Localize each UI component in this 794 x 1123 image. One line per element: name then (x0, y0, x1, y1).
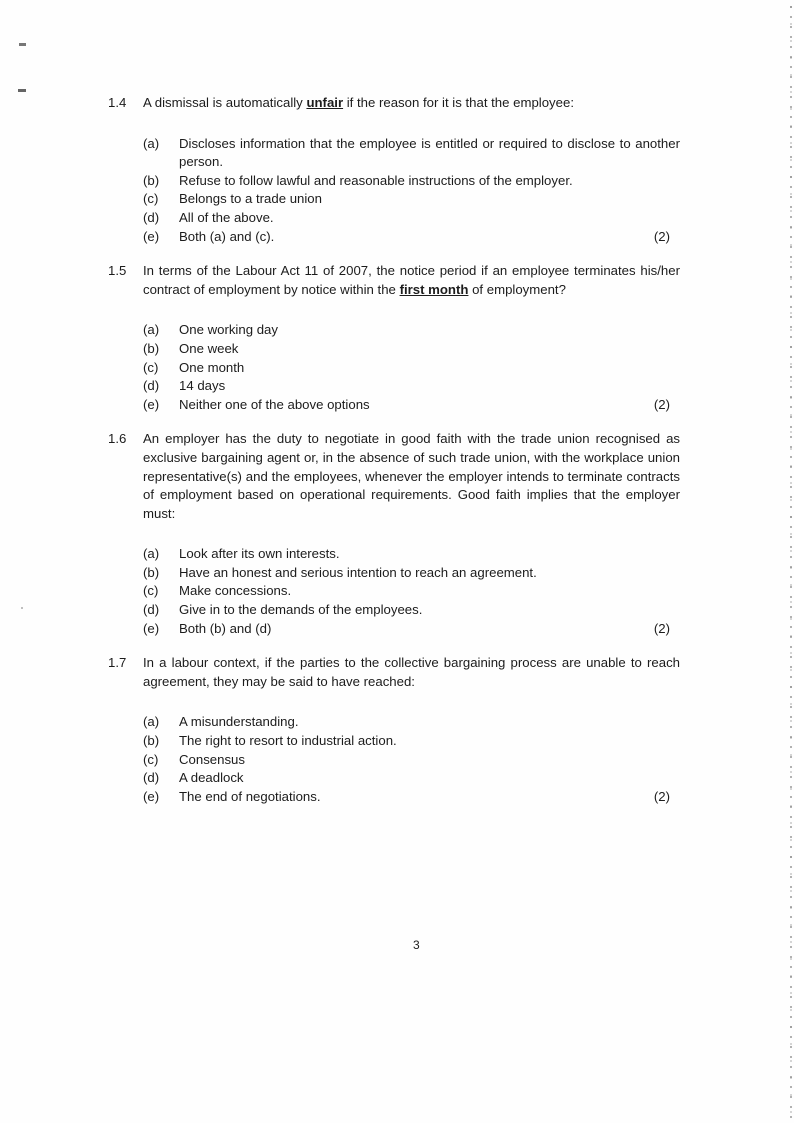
option-row (143, 321, 680, 340)
option-row (143, 359, 680, 378)
option-row (143, 751, 680, 770)
option-row (143, 135, 680, 172)
question-text: In a labour context, if the parties to the collective bargaining process are unable to reach agreement, they may be said to have reached: (143, 655, 680, 689)
option-row (143, 769, 680, 788)
option-text: All of the above. (179, 209, 274, 225)
question-number: 1.7 (108, 655, 127, 671)
option-letter: (d) (143, 378, 160, 394)
option-row (143, 377, 680, 396)
option-row (143, 545, 680, 564)
option-text: Look after its own interests. (179, 546, 340, 562)
options-list (143, 135, 680, 247)
option-letter: (a) (143, 714, 160, 730)
option-letter: (b) (143, 172, 160, 188)
option-letter: (a) (143, 135, 160, 151)
option-text: Both (b) and (d) (179, 620, 272, 636)
options-list (143, 713, 680, 806)
option-text: Belongs to a trade union (179, 191, 322, 207)
option-row (143, 190, 680, 209)
options-list (143, 321, 680, 414)
option-letter: (d) (143, 602, 160, 618)
scan-artifact-dash (18, 89, 26, 92)
option-text: Refuse to follow lawful and reasonable instructions of the employer. (179, 172, 573, 188)
question-number: 1.5 (108, 263, 127, 279)
marks-badge: (2) (653, 396, 670, 412)
option-letter: (e) (143, 788, 160, 804)
option-row (143, 228, 680, 247)
option-text: The end of negotiations. (179, 788, 321, 804)
option-letter: (e) (143, 228, 160, 244)
option-letter: (a) (143, 322, 160, 338)
option-row (143, 601, 680, 620)
option-row (143, 788, 680, 807)
option-letter: (d) (143, 209, 160, 225)
marks-badge: (2) (653, 620, 670, 636)
option-letter: (e) (143, 396, 160, 412)
option-text: Have an honest and serious intention to reach an agreement. (179, 564, 537, 580)
question-number: 1.4 (108, 95, 127, 110)
option-text: Give in to the demands of the employees. (179, 602, 423, 618)
page-number: 3 (413, 938, 420, 952)
option-text: Neither one of the above options (179, 396, 370, 412)
question-list (108, 94, 680, 822)
question-1-7 (108, 654, 680, 806)
option-text: 14 days (179, 378, 226, 394)
options-list (143, 545, 680, 638)
option-text: Make concessions. (179, 583, 292, 599)
option-row (143, 340, 680, 359)
option-text: The right to resort to industrial action. (179, 733, 397, 749)
option-letter: (d) (143, 770, 160, 786)
option-letter: (b) (143, 733, 160, 749)
scan-artifact-dash (19, 43, 26, 46)
question-emphasis: first month (399, 281, 469, 297)
option-letter: (a) (143, 546, 160, 562)
option-row (143, 582, 680, 601)
option-text: Both (a) and (c). (179, 228, 275, 244)
option-text: Discloses information that the employee is entitled or required to disclose to another person. (179, 135, 680, 170)
question-1-5 (108, 262, 680, 414)
option-letter: (c) (143, 359, 159, 375)
option-row (143, 620, 680, 639)
question-number: 1.6 (108, 431, 127, 447)
option-text: Consensus (179, 751, 245, 767)
option-row (143, 396, 680, 415)
question-text: A dismissal is automatically unfair if the reason for it is that the employee: (143, 95, 574, 110)
scan-artifact-right-edge (790, 6, 792, 1123)
option-letter: (b) (143, 564, 160, 580)
option-letter: (c) (143, 583, 159, 599)
question-text: An employer has the duty to negotiate in good faith with the trade union recognised as exclusive bargaining agent or, in the absence of such trade union, with the workplace union representative(s) and the employees, whenever the employer intends to terminate contracts of employment based on operational requirements. Good faith implies that the employer must: (143, 431, 680, 521)
option-text: One month (179, 359, 245, 375)
option-text: A misunderstanding. (179, 714, 299, 730)
marks-badge: (2) (653, 788, 670, 804)
option-row (143, 209, 680, 228)
option-text: One working day (179, 322, 278, 338)
option-letter: (e) (143, 620, 160, 636)
scan-artifact-dot (21, 607, 23, 609)
option-row (143, 713, 680, 732)
option-text: One week (179, 340, 239, 356)
option-row (143, 564, 680, 583)
marks-badge: (2) (653, 228, 670, 244)
option-text: A deadlock (179, 770, 244, 786)
question-text: In terms of the Labour Act 11 of 2007, the notice period if an employee terminates his/her contract of employment by notice within the first month of employment? (143, 263, 680, 297)
question-1-4 (108, 94, 680, 246)
option-row (143, 732, 680, 751)
option-letter: (c) (143, 191, 159, 207)
question-1-6 (108, 430, 680, 638)
option-letter: (c) (143, 751, 159, 767)
question-emphasis: unfair (306, 95, 344, 110)
option-letter: (b) (143, 340, 160, 356)
option-row (143, 172, 680, 191)
